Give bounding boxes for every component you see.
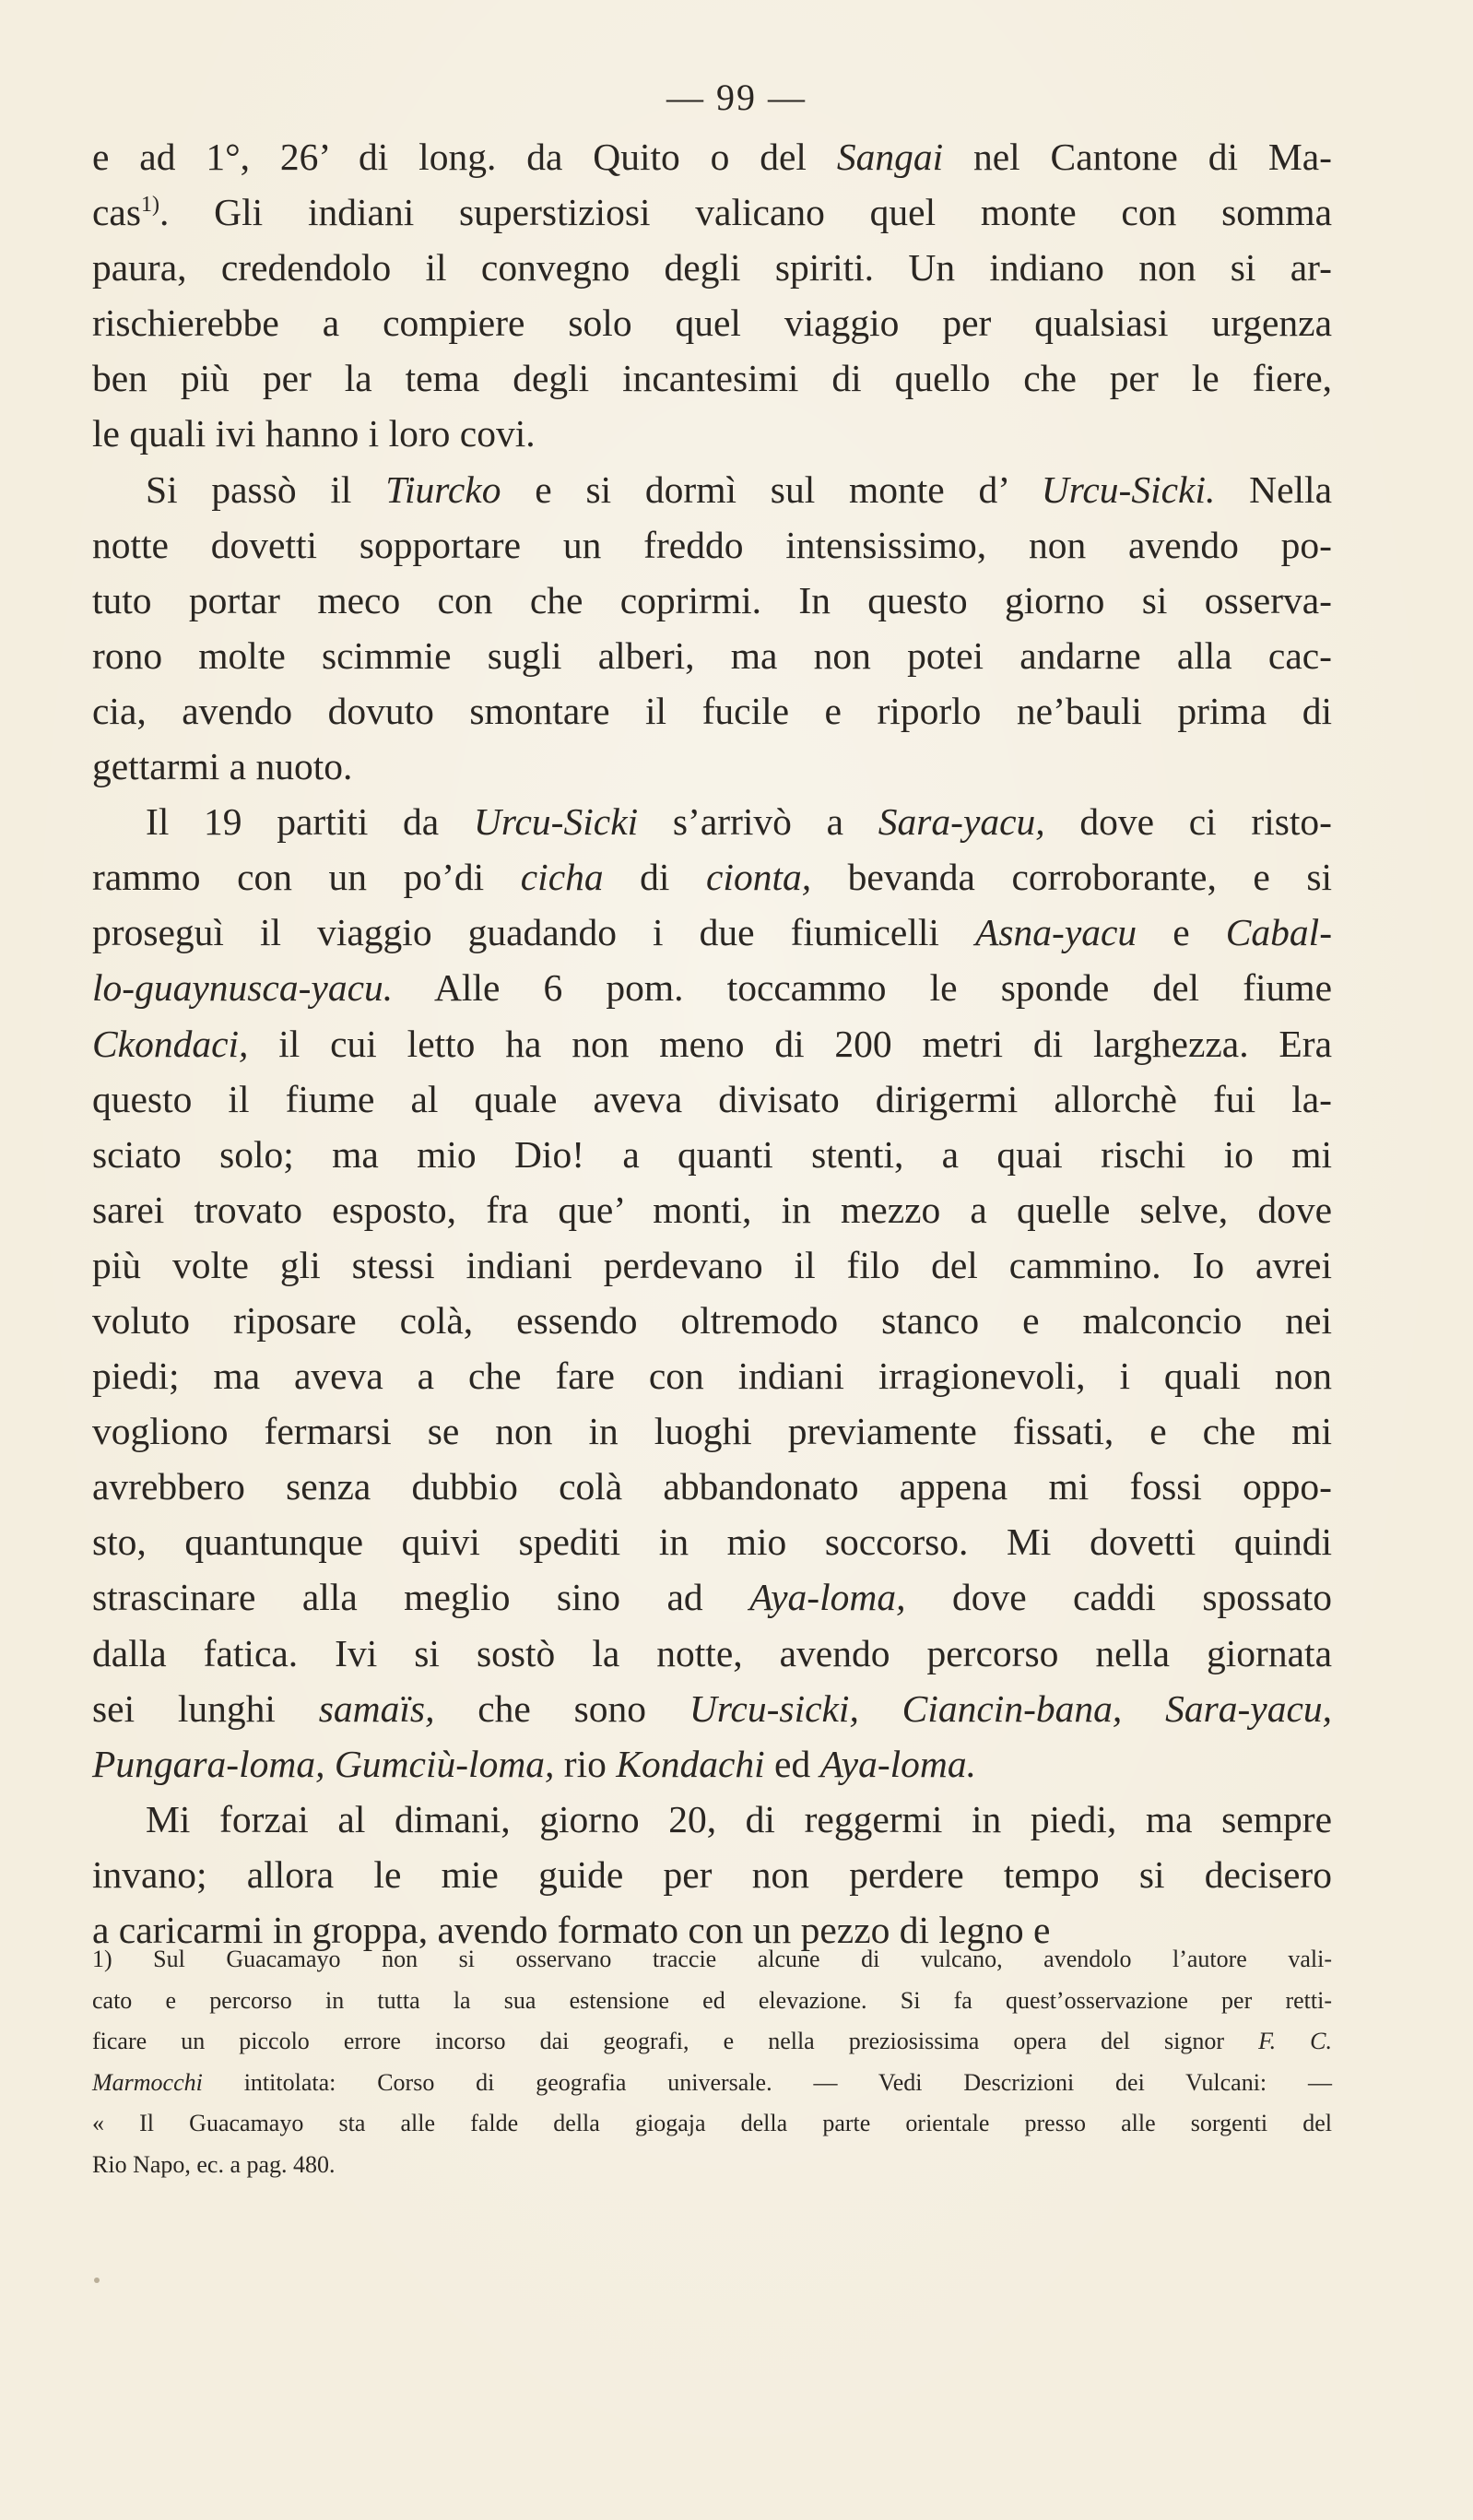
text-run: nel Cantone di Ma- xyxy=(943,136,1333,178)
italic-term: Urcu-Sicki xyxy=(473,800,639,844)
text-run: Nella xyxy=(1215,467,1332,511)
text-line xyxy=(92,517,1332,573)
italic-term: Sangai xyxy=(836,136,944,178)
text-run: cato e percorso in tutta la sua estensione ed elevazione. Si fa quest’osservazione per retti- xyxy=(92,1986,1332,2014)
text-line xyxy=(92,406,1332,461)
footnote-line xyxy=(92,1939,1332,1981)
text-run: rischierebbe a compiere solo quel viaggio per qualsiasi urgenza xyxy=(92,302,1332,345)
text-run: a caricarmi in groppa, avendo formato con un pezzo di legno e xyxy=(92,1909,1051,1951)
text-line xyxy=(92,1459,1332,1514)
footnote-lines xyxy=(92,1939,1332,2185)
text-run: Il 19 partiti da xyxy=(146,800,474,844)
text-run: più volte gli stessi indiani perdevano il filo del cammino. Io avrei xyxy=(92,1243,1332,1286)
text-run: tuto portar meco con che coprirmi. In questo giorno si osserva- xyxy=(92,578,1332,621)
italic-term: Cabal- xyxy=(1225,911,1333,954)
text-run: e si dormì sul monte d’ xyxy=(501,467,1042,511)
text-run: rono molte scimmie sugli alberi, ma non potei andarne alla cac- xyxy=(92,633,1332,677)
text-run: sei lunghi xyxy=(92,1686,319,1730)
italic-term: Aya-loma. xyxy=(819,1742,977,1785)
italic-term: cicha xyxy=(520,856,604,899)
text-line xyxy=(92,1237,1332,1293)
footnote-line xyxy=(92,2103,1332,2145)
text-run: ed xyxy=(764,1742,820,1785)
italic-term: Aya-loma, xyxy=(749,1576,906,1619)
text-line xyxy=(92,240,1332,295)
text-line xyxy=(92,1514,1332,1569)
text-line xyxy=(92,739,1332,794)
footnote-line xyxy=(92,2021,1332,2063)
text-line xyxy=(92,1182,1332,1237)
text-run: le quali ivi hanno i loro covi. xyxy=(92,412,536,455)
text-line xyxy=(92,1016,1332,1071)
text-line xyxy=(92,1403,1332,1459)
text-run: cia, avendo dovuto smontare il fucile e riporlo ne’bauli prima di xyxy=(92,689,1332,732)
text-line xyxy=(92,350,1332,406)
text-line xyxy=(92,1681,1332,1736)
text-run: e xyxy=(1137,911,1226,954)
text-line xyxy=(92,184,1332,240)
main-text xyxy=(92,129,1332,1958)
text-run xyxy=(324,1743,334,1785)
text-run: s’arrivò a xyxy=(638,800,878,844)
italic-term: cionta, xyxy=(706,856,812,899)
text-run: strascinare alla meglio sino ad xyxy=(92,1576,750,1619)
italic-term: F. C. xyxy=(1258,2028,1332,2054)
text-run: Alle 6 pom. toccammo le sponde del fiume xyxy=(393,966,1332,1010)
text-run: gettarmi a nuoto. xyxy=(92,745,353,788)
text-line xyxy=(92,794,1332,849)
italic-term: Gumciù-loma, xyxy=(334,1742,555,1785)
text-line xyxy=(92,295,1332,350)
italic-term: Tiurcko xyxy=(385,467,501,511)
italic-term: samaïs, xyxy=(318,1686,435,1730)
italic-term: Marmocchi xyxy=(92,2068,203,2096)
text-run: di xyxy=(603,856,706,899)
text-line xyxy=(92,462,1332,517)
footnote-ref[interactable]: 1) xyxy=(141,193,159,218)
text-run: notte dovetti sopportare un freddo intensissimo, non avendo po- xyxy=(92,523,1332,566)
text-run: cas xyxy=(92,191,141,234)
text-run: proseguì il viaggio guadando i due fiumicelli xyxy=(92,911,976,954)
text-run: il cui letto ha non meno di 200 metri di larghezza. Era xyxy=(248,1022,1332,1065)
text-run: ficare un piccolo errore incorso dai geografi, e nella preziosissima opera del signor xyxy=(92,2028,1259,2054)
text-run: sarei trovato esposto, fra que’ monti, in mezzo a quelle selve, dove xyxy=(92,1188,1332,1231)
text-run: dove caddi spossato xyxy=(905,1576,1332,1619)
text-run: . Gli indiani superstiziosi valicano quel monte con somma xyxy=(159,191,1332,234)
text-run: Mi forzai al dimani, giorno 20, di reggermi in piedi, ma sempre xyxy=(146,1797,1332,1840)
text-line xyxy=(92,1127,1332,1182)
text-line xyxy=(92,960,1332,1015)
italic-term: Pungara-loma, xyxy=(92,1742,325,1785)
text-run: paura, credendolo il convegno degli spiriti. Un indiano non si ar- xyxy=(92,246,1332,290)
italic-term: Kondachi xyxy=(616,1742,765,1785)
text-run: bevanda corroborante, e si xyxy=(811,856,1333,899)
text-run: voluto riposare colà, essendo oltremodo stanco e malconcio nei xyxy=(92,1298,1332,1342)
italic-term: Sara-yacu, xyxy=(878,800,1045,844)
text-run: Rio Napo, ec. a pag. 480. xyxy=(92,2150,336,2178)
text-line xyxy=(92,129,1332,184)
text-line xyxy=(92,1736,1332,1792)
text-line xyxy=(92,1569,1332,1625)
page-number: — 99 — xyxy=(666,77,807,118)
text-run: ben più per la tema degli incantesimi di quello che per le fiere, xyxy=(92,357,1332,400)
italic-term: Urcu-sicki, xyxy=(689,1686,859,1730)
footnote-line xyxy=(92,2063,1332,2104)
text-line xyxy=(92,1792,1332,1847)
text-run xyxy=(859,1687,902,1730)
text-run: invano; allora le mie guide per non perdere tempo si decisero xyxy=(92,1852,1332,1896)
footnote-line xyxy=(92,2145,1332,2186)
text-line xyxy=(92,1071,1332,1127)
text-run: « Il Guacamayo sta alle falde della giogaja della parte orientale presso alle sorgenti del xyxy=(92,2110,1332,2136)
italic-term: lo-guaynusca-yacu. xyxy=(92,966,394,1010)
text-run: sto, quantunque quivi spediti in mio soccorso. Mi dovetti quindi xyxy=(92,1520,1332,1564)
text-line xyxy=(92,1293,1332,1348)
text-run: 1) Sul Guacamayo non si osservano traccie alcune di vulcano, avendolo l’autore vali- xyxy=(92,1946,1332,1972)
text-run: rio xyxy=(554,1742,617,1785)
paper-speck xyxy=(94,2277,100,2283)
text-run: avrebbero senza dubbio colà abbandonato appena mi fossi oppo- xyxy=(92,1465,1332,1508)
main-lines xyxy=(92,129,1332,1958)
text-run: e ad 1°, 26’ di long. da Quito o del xyxy=(92,136,837,178)
text-run: dalla fatica. Ivi si sostò la notte, avendo percorso nella giornata xyxy=(92,1631,1332,1674)
text-line xyxy=(92,1847,1332,1902)
italic-term: Ciancin-bana, xyxy=(901,1686,1123,1730)
italic-term: Urcu-Sicki. xyxy=(1041,467,1216,511)
footnotes xyxy=(92,1939,1332,2185)
text-run: vogliono fermarsi se non in luoghi previamente fissati, e che mi xyxy=(92,1410,1332,1453)
italic-term: Asna-yacu xyxy=(975,911,1137,954)
text-run xyxy=(1122,1687,1165,1730)
text-run: intitolata: Corso di geografia universale. — Vedi Descrizioni dei Vulcani: — xyxy=(202,2068,1332,2096)
text-line xyxy=(92,573,1332,628)
italic-term: Ckondaci, xyxy=(92,1022,249,1065)
text-line xyxy=(92,628,1332,683)
text-run: rammo con un po’di xyxy=(92,856,521,899)
italic-term: Sara-yacu, xyxy=(1165,1686,1333,1730)
text-line xyxy=(92,1348,1332,1403)
text-line xyxy=(92,905,1332,960)
footnote-line xyxy=(92,1981,1332,2022)
text-run: questo il fiume al quale aveva divisato dirigermi allorchè fui la- xyxy=(92,1077,1332,1120)
text-run: piedi; ma aveva a che fare con indiani irragionevoli, i quali non xyxy=(92,1355,1332,1398)
text-run: Si passò il xyxy=(146,467,386,511)
text-run: sciato solo; ma mio Dio! a quanti stenti, a quai rischi io mi xyxy=(92,1132,1332,1176)
text-line xyxy=(92,849,1332,905)
text-line xyxy=(92,683,1332,739)
text-run: dove ci risto- xyxy=(1044,800,1332,844)
text-run: che sono xyxy=(434,1686,689,1730)
text-line xyxy=(92,1626,1332,1681)
